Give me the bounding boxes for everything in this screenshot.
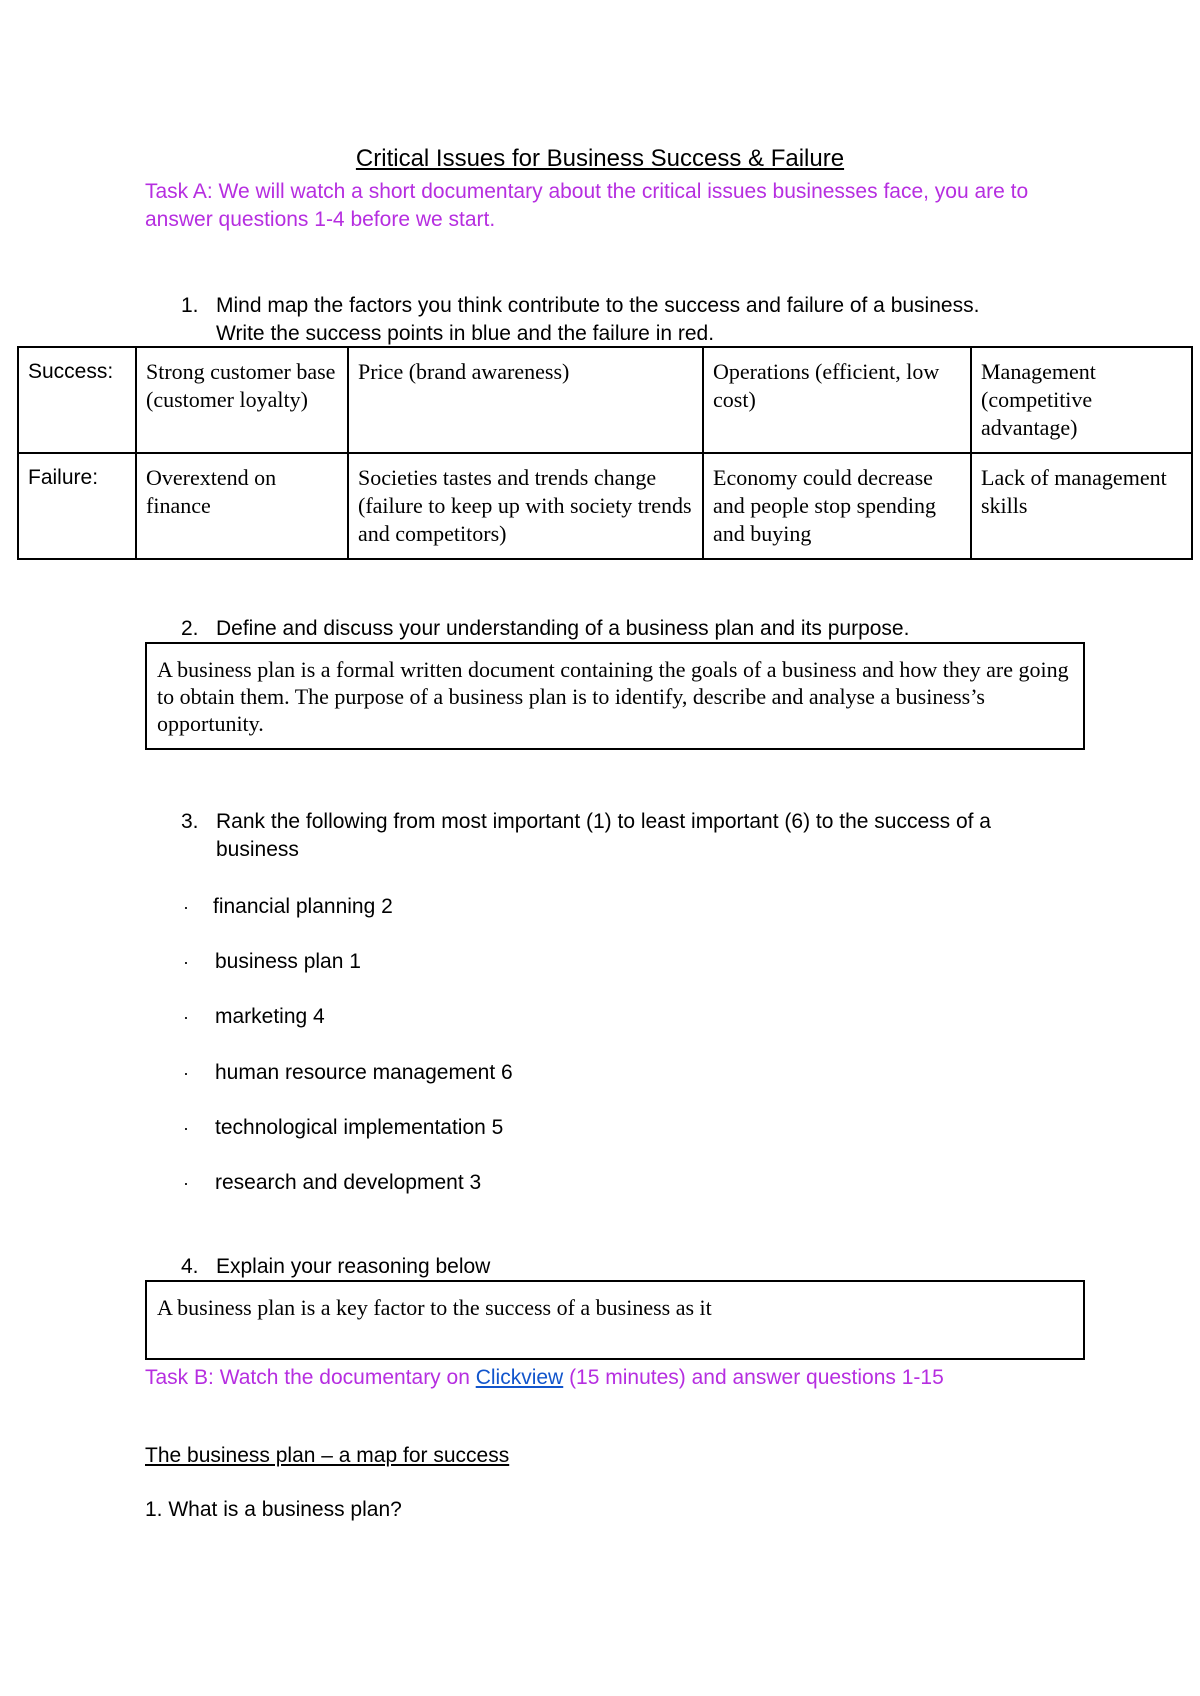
success-cell: Management (competitive advantage) bbox=[971, 347, 1192, 453]
list-bullet: · bbox=[183, 1118, 189, 1138]
failure-cell: Societies tastes and trends change (failure to keep up with society trends and competitors) bbox=[348, 453, 703, 559]
q2-text: Define and discuss your understanding of a business plan and its purpose. bbox=[216, 617, 910, 640]
task-b-instructions bbox=[145, 1364, 1065, 1392]
task-b-suffix: (15 minutes) and answer questions 1-15 bbox=[563, 1366, 944, 1389]
list-bullet: · bbox=[183, 1173, 189, 1193]
section-heading: The business plan – a map for success bbox=[145, 1444, 510, 1467]
page-title: Critical Issues for Business Success & Failure bbox=[355, 145, 845, 172]
q1-number: 1. bbox=[181, 294, 199, 317]
q2-answer-box[interactable] bbox=[145, 642, 1085, 750]
list-bullet: · bbox=[183, 952, 189, 972]
success-label: Success: bbox=[18, 347, 136, 453]
q4-answer: A business plan is a key factor to the success of a business as it bbox=[157, 1295, 712, 1320]
rank-item: technological implementation 5 bbox=[215, 1116, 504, 1139]
q4-number: 4. bbox=[181, 1255, 199, 1278]
q4-answer-box[interactable] bbox=[145, 1280, 1085, 1360]
task-b-prefix: Task B: Watch the documentary on bbox=[145, 1366, 476, 1389]
rank-item: marketing 4 bbox=[215, 1005, 325, 1028]
mind-map-table bbox=[17, 346, 1193, 560]
q1-text: Mind map the factors you think contribute to the success and failure of a business. Write the success points in blue and the failure in red. bbox=[216, 294, 980, 345]
q2-answer: A business plan is a formal written document containing the goals of a business and how they are going to obtain them. The purpose of a business plan is to identify, describe and analyse a business’s opportunity. bbox=[157, 657, 1069, 736]
failure-cell: Overextend on finance bbox=[136, 453, 348, 559]
list-bullet: · bbox=[183, 897, 189, 917]
success-cell: Price (brand awareness) bbox=[348, 347, 703, 453]
failure-row bbox=[18, 453, 1192, 559]
q3-number: 3. bbox=[181, 810, 199, 833]
clickview-link[interactable]: Clickview bbox=[475, 1366, 564, 1389]
q4-text: Explain your reasoning below bbox=[216, 1255, 491, 1278]
task-a-instructions: Task A: We will watch a short documentary about the critical issues businesses face, you are to answer questions 1-4 before we start. bbox=[145, 180, 1029, 231]
q2-number: 2. bbox=[181, 617, 199, 640]
success-cell: Operations (efficient, low cost) bbox=[703, 347, 971, 453]
failure-label: Failure: bbox=[18, 453, 136, 559]
failure-cell: Lack of management skills bbox=[971, 453, 1192, 559]
success-row bbox=[18, 347, 1192, 453]
q3-text: Rank the following from most important (1) to least important (6) to the success of a business bbox=[216, 810, 991, 861]
list-bullet: · bbox=[183, 1063, 189, 1083]
rank-item: financial planning 2 bbox=[213, 895, 393, 918]
rank-item: human resource management 6 bbox=[215, 1061, 513, 1084]
rank-item: research and development 3 bbox=[215, 1171, 482, 1194]
question-1-text: 1. What is a business plan? bbox=[145, 1498, 402, 1521]
list-bullet: · bbox=[183, 1007, 189, 1027]
failure-cell: Economy could decrease and people stop spending and buying bbox=[703, 453, 971, 559]
rank-item: business plan 1 bbox=[215, 950, 361, 973]
success-cell: Strong customer base (customer loyalty) bbox=[136, 347, 348, 453]
